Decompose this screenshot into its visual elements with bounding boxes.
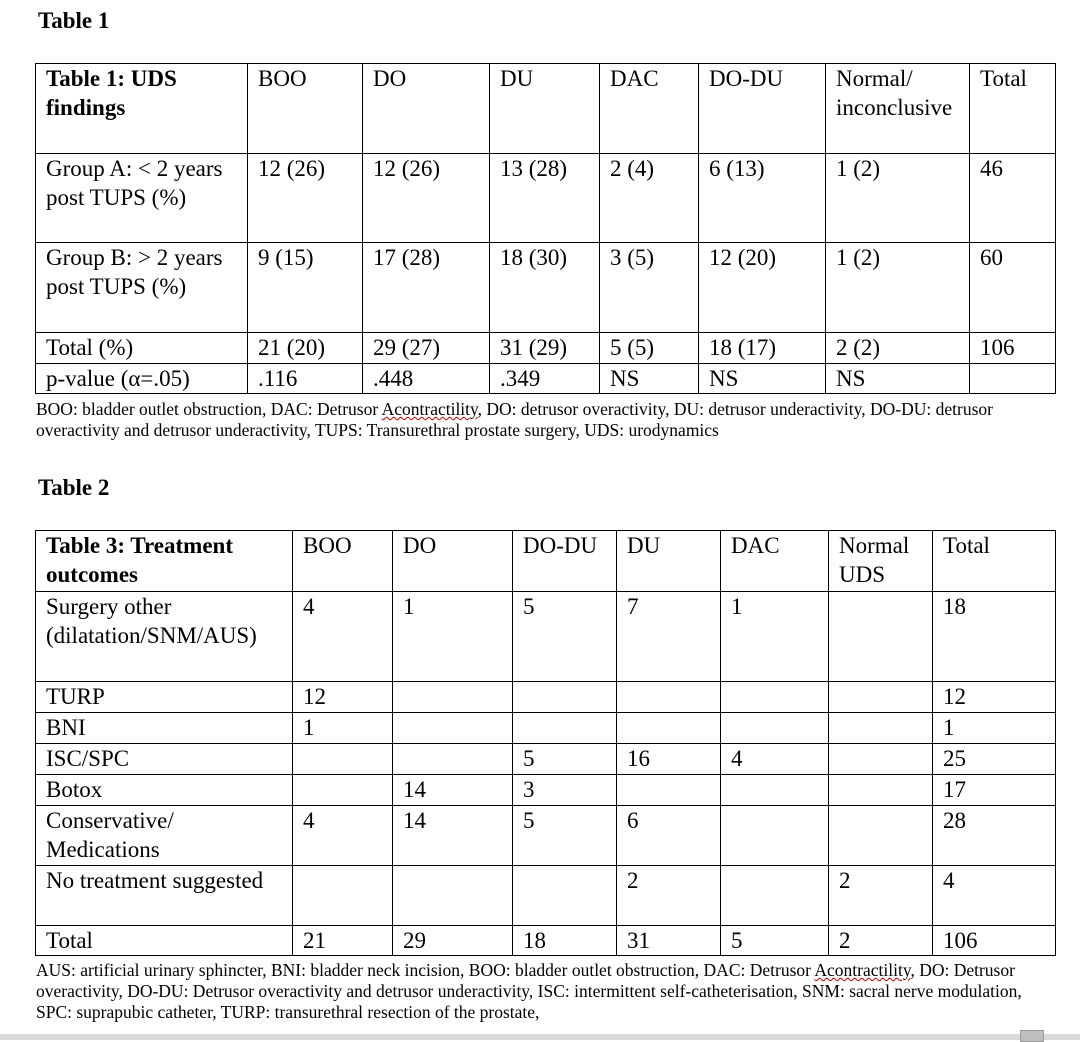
table-row [36,775,1056,806]
table-cell: 4 [293,592,393,682]
spellcheck-word: Acontractility [381,399,478,419]
table-cell: 5 (5) [600,333,699,364]
row-label: TURP [36,682,293,713]
uds-findings-table [35,63,1056,394]
row-label: Group A: < 2 years post TUPS (%) [36,154,248,243]
table-cell: 6 (13) [699,154,826,243]
table-cell [393,866,513,926]
table-cell: 1 [293,713,393,744]
table-row [36,592,1056,682]
footnote-text: BOO: bladder outlet obstruction, DAC: Detrusor [36,399,382,419]
table-cell [513,682,617,713]
table-cell: 17 [933,775,1056,806]
table-cell [829,806,933,866]
table-row [36,713,1056,744]
table-cell [829,682,933,713]
table2-col-header: DU [617,531,721,592]
table-cell: 4 [721,744,829,775]
window-bottom-edge [0,1034,1080,1040]
row-label: Conservative/ Medications [36,806,293,866]
table-cell: 12 (26) [363,154,490,243]
table-row [36,364,1056,394]
table2-heading: Table 2 [38,475,110,500]
table1-col-header: DU [490,64,600,154]
table-cell: 5 [513,592,617,682]
table-cell [721,775,829,806]
table-cell: 2 [617,866,721,926]
table2-col-header: DO-DU [513,531,617,592]
table-cell: 21 [293,926,393,956]
table-cell: 16 [617,744,721,775]
table-cell: NS [826,364,970,394]
footnote-text: , DO: detrusor overactivity, DU: detrusor underactivity, DO-DU: detrusor overactivity and detrusor underactivity, TUPS: Transurethral prostate surgery, UDS: urodynamics [36,399,993,440]
table-cell: 18 (30) [490,243,600,333]
table-row [36,866,1056,926]
table1-footnote [36,399,1036,441]
table-cell: 21 (20) [248,333,363,364]
table-cell: 17 (28) [363,243,490,333]
table1-col-header: Total [970,64,1056,154]
table-cell: .116 [248,364,363,394]
table-cell [829,592,933,682]
table1-col-header: Normal/ inconclusive [826,64,970,154]
row-label: p-value (α=.05) [36,364,248,394]
table-cell [829,744,933,775]
table-cell: 9 (15) [248,243,363,333]
table-cell [617,682,721,713]
footnote-text: , DO: Detrusor overactivity, DO-DU: Detrusor overactivity and detrusor underactivity, ISC: intermittent self-catheterisation, SNM: sacral nerve modulation, SPC: suprapubic catheter, TURP: transurethral resection of the prostate, [36,960,1022,1022]
table-cell: 28 [933,806,1056,866]
table-cell: 2 (4) [600,154,699,243]
table-cell: 3 [513,775,617,806]
table-cell: 1 [393,592,513,682]
table-cell: 2 [829,866,933,926]
table-cell [293,775,393,806]
table-cell: 3 (5) [600,243,699,333]
table-cell: 2 [829,926,933,956]
table-cell: 1 [933,713,1056,744]
table-cell: 46 [970,154,1056,243]
table2-col-header: DAC [721,531,829,592]
table-row [36,806,1056,866]
table-cell [829,775,933,806]
table-cell: 60 [970,243,1056,333]
table-cell: 7 [617,592,721,682]
table-cell [829,713,933,744]
table2-footnote [36,960,1026,1023]
row-label: Surgery other (dilatation/SNM/AUS) [36,592,293,682]
table-cell: 5 [721,926,829,956]
table1-col-header: DAC [600,64,699,154]
table-cell: 31 (29) [490,333,600,364]
table-cell: 4 [933,866,1056,926]
table2-col-header: BOO [293,531,393,592]
table-row [36,154,1056,243]
table2-col-header: Total [933,531,1056,592]
table-cell: 31 [617,926,721,956]
table-cell [721,713,829,744]
footnote-text: AUS: artificial urinary sphincter, BNI: bladder neck incision, BOO: bladder outlet obstruction, DAC: Detrusor [36,960,815,980]
table1-heading: Table 1 [38,8,110,33]
table-cell: NS [699,364,826,394]
table-cell [293,744,393,775]
scroll-handle[interactable] [1020,1030,1044,1042]
row-label: Total (%) [36,333,248,364]
table-cell: 1 (2) [826,243,970,333]
table-cell [393,713,513,744]
table-cell: .349 [490,364,600,394]
table-cell [617,775,721,806]
table-cell: 1 [721,592,829,682]
table-cell: 13 (28) [490,154,600,243]
table-cell: NS [600,364,699,394]
table-cell: .448 [363,364,490,394]
table-cell [513,866,617,926]
table-cell [393,682,513,713]
table1-col-header: DO-DU [699,64,826,154]
table-cell [293,866,393,926]
table-cell [721,866,829,926]
table-cell [393,744,513,775]
table-cell: 29 [393,926,513,956]
table-cell: 5 [513,806,617,866]
table-cell [513,713,617,744]
table2-col-header: Normal UDS [829,531,933,592]
table-cell: 29 (27) [363,333,490,364]
table-cell: 18 [933,592,1056,682]
row-label: BNI [36,713,293,744]
treatment-outcomes-table [35,530,1056,956]
table2-col-header: DO [393,531,513,592]
table-cell: 2 (2) [826,333,970,364]
table-cell: 14 [393,775,513,806]
table1-col-header: BOO [248,64,363,154]
table2-title-cell: Table 3: Treatment outcomes [36,531,293,592]
table-cell: 18 [513,926,617,956]
table-cell: 12 (20) [699,243,826,333]
row-label: Total [36,926,293,956]
row-label: ISC/SPC [36,744,293,775]
table-row [36,333,1056,364]
table-cell: 25 [933,744,1056,775]
table-cell [970,364,1056,394]
table-cell: 6 [617,806,721,866]
table-cell: 12 (26) [248,154,363,243]
table-row [36,682,1056,713]
table-cell: 106 [933,926,1056,956]
table-cell [721,806,829,866]
table-cell: 4 [293,806,393,866]
table-cell: 12 [933,682,1056,713]
row-label: Group B: > 2 years post TUPS (%) [36,243,248,333]
table-cell: 18 (17) [699,333,826,364]
row-label: Botox [36,775,293,806]
row-label: No treatment suggested [36,866,293,926]
table-cell: 1 (2) [826,154,970,243]
table-row [36,243,1056,333]
table-cell: 106 [970,333,1056,364]
table1-header-row [36,64,1056,154]
table-row [36,926,1056,956]
table-cell: 5 [513,744,617,775]
table-cell: 12 [293,682,393,713]
table2-header-row [36,531,1056,592]
spellcheck-word: Acontractility [814,960,911,980]
table1-col-header: DO [363,64,490,154]
table-cell: 14 [393,806,513,866]
table1-title-cell: Table 1: UDS findings [36,64,248,154]
table-cell [721,682,829,713]
table-cell [617,713,721,744]
table-row [36,744,1056,775]
